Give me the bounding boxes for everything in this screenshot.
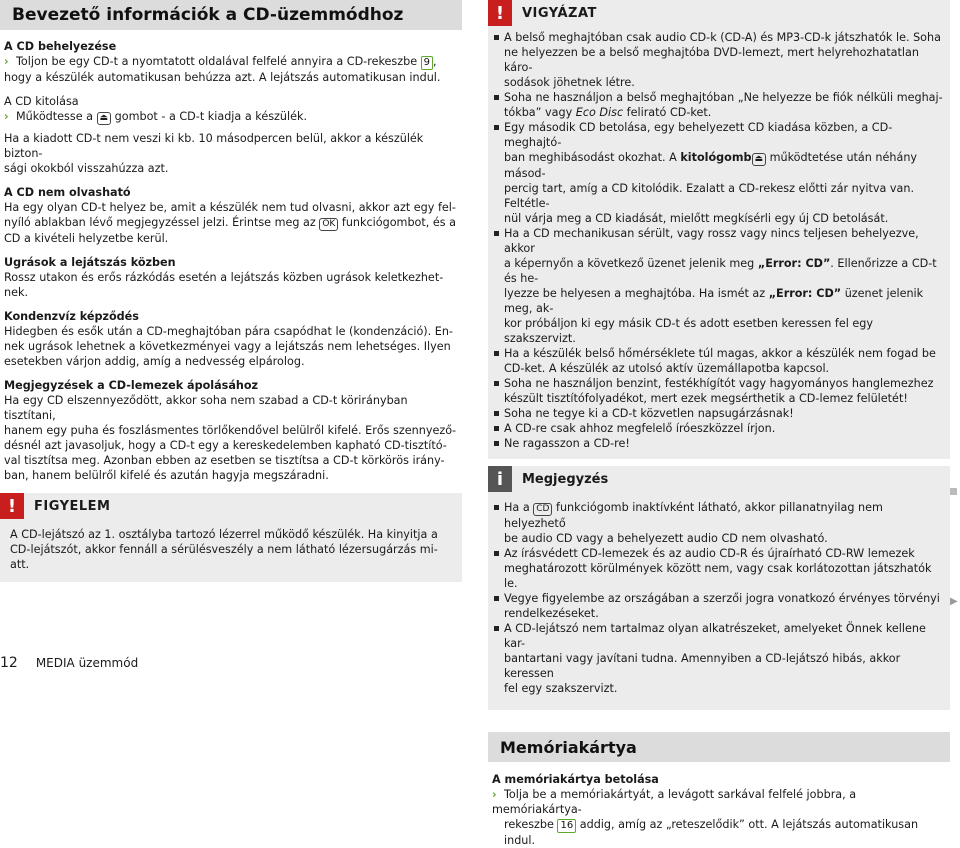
warning-title: VIGYÁZAT — [522, 5, 597, 21]
insert-heading: A CD behelyezése — [4, 40, 117, 53]
memory-card-step-cont: rekeszbe 16 addig, amíg az „reteszelődik” ott. A lejátszás automatikusan indul. — [504, 818, 919, 847]
memory-card-step: › Tolja be a memóriakártyát, a levágott sarkával felfelé jobbra, a memóriakártya- — [492, 788, 857, 816]
condensation-text-2: nek ugrások lehetnek a következményei vagy a lejátszás nem lehetséges. Ilyen — [4, 340, 451, 353]
note-title: Megjegyzés — [522, 471, 609, 487]
eject-step: › Működtesse a ⏏ gombot - a CD-t kiadja a készülék. — [4, 110, 308, 123]
list-item: Ha a CD mechanikusan sérült, vagy rossz vagy nincs teljesen behelyezve, akkor a képernyőn a következő üzenet jelenik meg „Error: CD”. Ellenőrizze a CD-t és he- lyezze be helyesen a meghajtóba. Ha ismét az „Error: CD” üzenet jelenik meg, ak- kor próbáljon ki egy másik CD-t és adott esetben keressen fel egy szakszervizt. — [492, 226, 946, 346]
figure-ref-badge: 16 — [557, 819, 576, 833]
memory-card-heading: A memóriakártya betolása — [492, 773, 659, 786]
warning-icon: ! — [488, 0, 512, 26]
list-item: Soha ne használjon a belső meghajtóban „Ne helyezze be fiók nélküli meghaj- tókba” vagy Eco Disc felirató CD-ket. — [492, 90, 946, 120]
unreadable-text-3: CD a kivételi helyzetbe kerül. — [4, 232, 169, 245]
care-text: Ha egy CD elszennyeződött, akkor soha nem szabad a CD-t körirányban tisztítani, — [4, 394, 408, 422]
list-item: A CD-re csak ahhoz megfelelő íróeszközzel írjon. — [492, 421, 946, 436]
condensation-text-3: esetekben várjon addig, amíg a nedvesség elpárolog. — [4, 355, 305, 368]
step-arrow-icon: › — [492, 788, 497, 801]
list-item: Soha ne használjon benzint, festékhígítót vagy hagyományos hanglemezhez készült tisztítófolyadékot, mert ezek megsérthetik a CD-lemez felületét! — [492, 376, 946, 406]
footer-section: MEDIA üzemmód — [35, 656, 139, 670]
skips-text: Rossz utakon és erős rázkódás esetén a lejátszás közben ugrások keletkezhet- — [4, 271, 444, 284]
caution-text-3: att. — [10, 558, 30, 571]
step-arrow-icon: › — [4, 55, 9, 68]
eject-note: Ha a kiadott CD-t nem veszi ki kb. 10 másodpercen belül, akkor a készülék bizton- — [4, 132, 424, 160]
step-arrow-icon: › — [4, 110, 9, 123]
ok-key-icon: OK — [319, 218, 338, 231]
note-list — [492, 500, 946, 696]
info-icon: i — [488, 466, 512, 492]
end-marker-icon — [950, 488, 957, 495]
skips-text-2: nek. — [4, 286, 29, 299]
unreadable-text-2: nyíló ablakban lévő megjegyzéssel jelzi. Érintse meg az OK funkciógombot, és a — [4, 216, 457, 229]
eject-key-icon: ⏏ — [97, 112, 112, 125]
caution-box — [0, 493, 462, 582]
list-item: Az írásvédett CD-lemezek és az audio CD-R és újraírható CD-RW lemezek meghatározott körülmények között nem, vagy csak korlátozottan játszhatók le. — [492, 546, 946, 591]
list-item: A CD-lejátszó nem tartalmaz olyan alkatrészeket, amelyeket Önnek kellene kar- bantartani vagy javítani tudna. Amennyiben a CD-lejátszó hibás, akkor keressen fel egy szakszervizt. — [492, 621, 946, 696]
care-text-4: val tisztítsa meg. Azonban ebben az esetben se tisztítsa a CD-t körkörös irány- — [4, 454, 445, 467]
list-item: Soha ne tegye ki a CD-t közvetlen napsugárzásnak! — [492, 406, 946, 421]
caution-title: FIGYELEM — [34, 498, 111, 514]
right-column — [488, 0, 950, 848]
warning-list — [492, 30, 946, 451]
unreadable-text: Ha egy olyan CD-t helyez be, amit a készülék nem tud olvasni, akkor azt egy fel- — [4, 201, 456, 214]
caution-text: A CD-lejátszó az 1. osztályba tartozó lézerrel működő készülék. Ha kinyitja a — [10, 528, 438, 541]
condensation-text: Hidegben és esők után a CD-meghajtóban pára csapódhat le (kondenzáció). En- — [4, 325, 453, 338]
eject-heading: A CD kitolása — [4, 95, 79, 108]
list-item: Egy második CD betolása, egy behelyezett CD kiadása közben, a CD-meghajtó- ban meghibásodást okozhat. A kitológomb ⏏ működtetése után néhány másod- percig tart, amíg a CD kitolódik. Ezalatt a CD-rekesz előtti zár nyitva van. Feltétle- nül várja meg a CD kiadását, mielőtt megkísérli egy új CD betolását. — [492, 120, 946, 226]
care-heading: Megjegyzések a CD-lemezek ápolásához — [4, 379, 259, 392]
note-box — [488, 466, 950, 710]
insert-step-cont: hogy a készülék automatikusan behúzza azt. A lejátszás automatikusan indul. — [4, 71, 441, 84]
page-number: 12 — [0, 655, 18, 671]
condensation-heading: Kondenzvíz képződés — [4, 310, 139, 323]
list-item: Ne ragasszon a CD-re! — [492, 436, 946, 451]
skips-heading: Ugrások a lejátszás közben — [4, 256, 176, 269]
section-title: Bevezető információk a CD-üzemmódhoz — [0, 0, 462, 30]
eject-note-cont: sági okokból visszahúzza azt. — [4, 162, 169, 175]
eject-key-icon: ⏏ — [752, 153, 767, 166]
left-column — [0, 0, 462, 582]
list-item: Ha a CD funkciógomb inaktívként látható, akkor pillanatnyilag nem helyezhető be audio CD vagy a behelyezett audio CD nem olvasható. — [492, 500, 946, 546]
care-text-2: hanem egy puha és foszlásmentes törlőkendővel belülről kifelé. Erős szennyező- — [4, 424, 457, 437]
caution-text-2: CD-lejátszót, akkor fennáll a sérülésveszély a nem látható lézersugárzás mi- — [10, 543, 438, 556]
list-item: Ha a készülék belső hőmérséklete túl magas, akkor a készülék nem fogad be CD-ket. A készülék az utolsó aktív üzemállapotba kapcsol. — [492, 346, 946, 376]
list-item: Vegye figyelembe az országában a szerzői jogra vonatkozó érvényes törvényi rendelkezéseket. — [492, 591, 946, 621]
memory-card-title: Memóriakártya — [488, 732, 950, 762]
insert-step: › Toljon be egy CD-t a nyomtatott oldalával felfelé annyira a CD-rekeszbe 9 , — [4, 55, 437, 68]
care-text-5: ban, hanem belülről kifelé és azután hagyja megszáradni. — [4, 469, 329, 482]
list-item: A belső meghajtóban csak audio CD-k (CD-A) és MP3-CD-k játszhatók le. Soha ne helyezzen be a belső meghajtóba DVD-lemezt, mert helyrehozhatatlan káro- sodások jöhetnek létre. — [492, 30, 946, 90]
figure-ref-badge: 9 — [421, 56, 433, 70]
next-page-arrow-icon: ▶ — [950, 596, 958, 607]
warning-icon: ! — [0, 493, 24, 519]
unreadable-heading: A CD nem olvasható — [4, 186, 131, 199]
page-footer — [0, 655, 138, 671]
warning-box — [488, 0, 950, 459]
cd-key-icon: CD — [533, 503, 552, 516]
care-text-3: désnél azt javasoljuk, hogy a CD-t egy a kereskedelemben kapható CD-tisztító- — [4, 439, 447, 452]
